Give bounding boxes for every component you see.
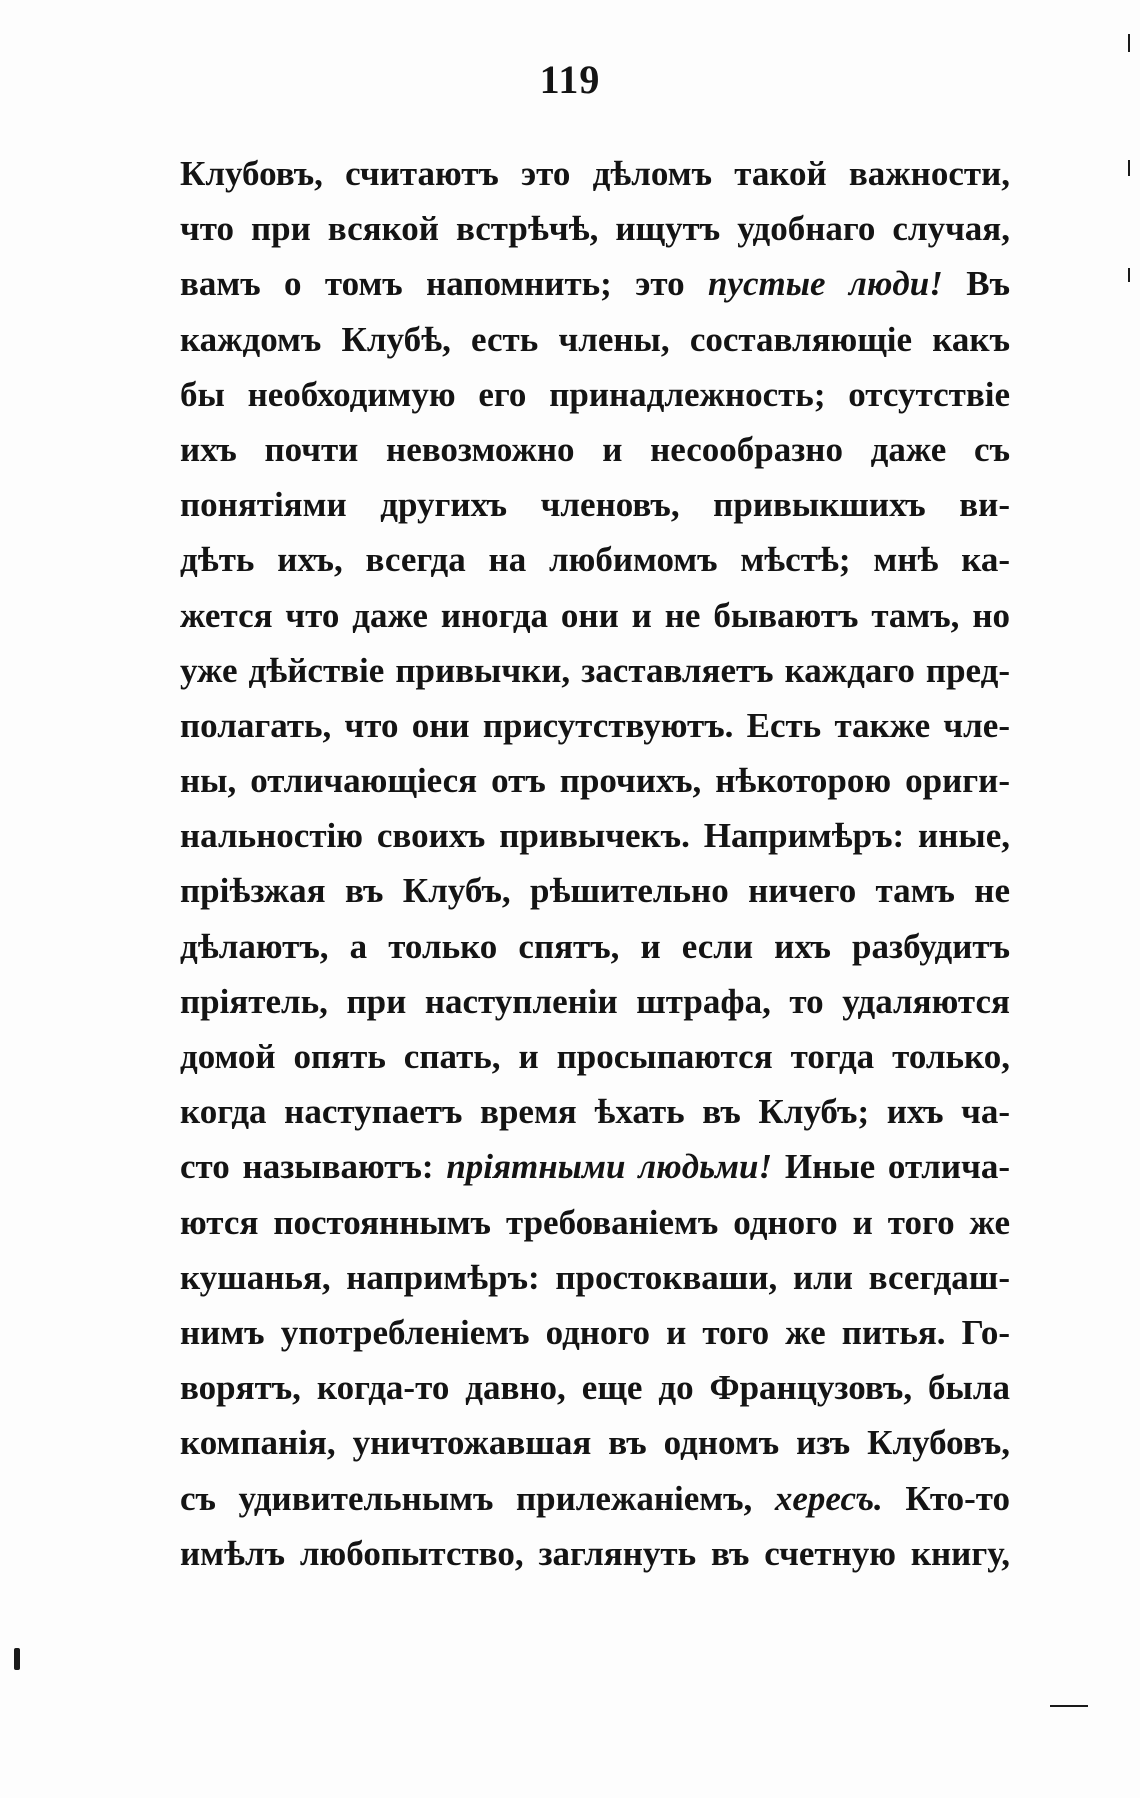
text-line [180,146,1010,201]
text-line [180,1139,1010,1194]
text-run: компанія, уничтожавшая въ одномъ изъ Клубовъ, [180,1423,1010,1463]
text-line [180,753,1010,808]
text-line [180,1471,1010,1526]
text-run: полагать, что они присутствуютъ. Есть также чле- [180,705,1010,745]
text-line [180,532,1010,587]
scan-artifact [1128,268,1130,282]
text-line [180,1029,1010,1084]
text-run: ворятъ, когда-то давно, еще до Французовъ, была [180,1368,1010,1408]
text-run: Клубовъ, считаютъ это дѣломъ такой важности, [180,154,1010,193]
italic-phrase: пріятными людьми! [446,1147,773,1187]
text-line [180,367,1010,422]
text-run: когда наступаетъ время ѣхать въ Клубъ; ихъ ча- [180,1092,1010,1132]
text-line [180,312,1010,367]
text-line [180,201,1010,256]
text-run: Въ [942,264,1011,304]
scan-artifact [14,1648,20,1670]
text-run: каждомъ Клубѣ, есть члены, составляющіе какъ [180,319,1010,359]
text-run: Иные отлича- [772,1147,1010,1187]
text-line [180,422,1010,477]
text-line [180,863,1010,918]
text-line [180,698,1010,753]
scan-artifact [1128,160,1130,176]
text-line [180,1360,1010,1415]
text-run: нальностію своихъ привычекъ. Напримѣръ: иные, [180,816,1010,856]
page-number: 119 [539,57,601,102]
text-run: вамъ о томъ напомнить; это [180,264,708,304]
text-run: понятіями другихъ членовъ, привыкшихъ ви- [180,485,1010,525]
text-run: дѣть ихъ, всегда на любимомъ мѣстѣ; мнѣ ка- [180,540,1010,580]
text-line [180,1250,1010,1305]
text-line [180,1526,1010,1581]
text-run: бы необходимую его принадлежность; отсутствіе [180,374,1010,414]
text-line [180,808,1010,863]
text-line [180,643,1010,698]
scan-artifact [1050,1705,1088,1707]
text-run: сто называютъ: [180,1147,447,1187]
text-run: дѣлаютъ, а только спятъ, и если ихъ разбудитъ [180,926,1010,966]
text-line [180,919,1010,974]
text-line [180,974,1010,1029]
scan-artifact [1128,34,1130,52]
text-line [180,256,1010,311]
text-run: что при всякой встрѣчѣ, ищутъ удобнаго случая, [180,209,1010,249]
text-run: домой опять спать, и просыпаются тогда только, [180,1037,1010,1076]
text-run: ются постояннымъ требованіемъ одного и того же [180,1202,1010,1242]
text-line [180,1305,1010,1360]
text-run: пріѣзжая въ Клубъ, рѣшительно ничего тамъ не [180,871,1010,911]
text-run: ихъ почти невозможно и несообразно даже съ [180,429,1010,469]
text-run: Кто-то [882,1478,1010,1518]
text-line [180,1195,1010,1250]
text-run: нимъ употребленіемъ одного и того же питья. Го- [180,1312,1010,1352]
text-line [180,1415,1010,1470]
text-run: ны, отличающіеся отъ прочихъ, нѣкоторою ориги- [180,761,1010,801]
italic-phrase: пустые люди! [707,264,943,304]
italic-phrase: хересъ. [774,1478,883,1518]
body-text [180,146,1010,1581]
text-run: уже дѣйствіе привычки, заставляетъ каждаго пред- [180,650,1010,690]
text-run: съ удивительнымъ прилежаніемъ, [180,1478,775,1518]
text-run: пріятель, при наступленіи штрафа, то удаляются [180,981,1010,1021]
text-line [180,1084,1010,1139]
text-run: жется что даже иногда они и не бываютъ тамъ, но [180,595,1010,635]
text-line [180,477,1010,532]
text-line [180,588,1010,643]
text-run: имѣлъ любопытство, заглянуть въ счетную книгу, [180,1533,1010,1573]
text-run: кушанья, напримѣръ: простокваши, или всегдаш- [180,1257,1010,1297]
